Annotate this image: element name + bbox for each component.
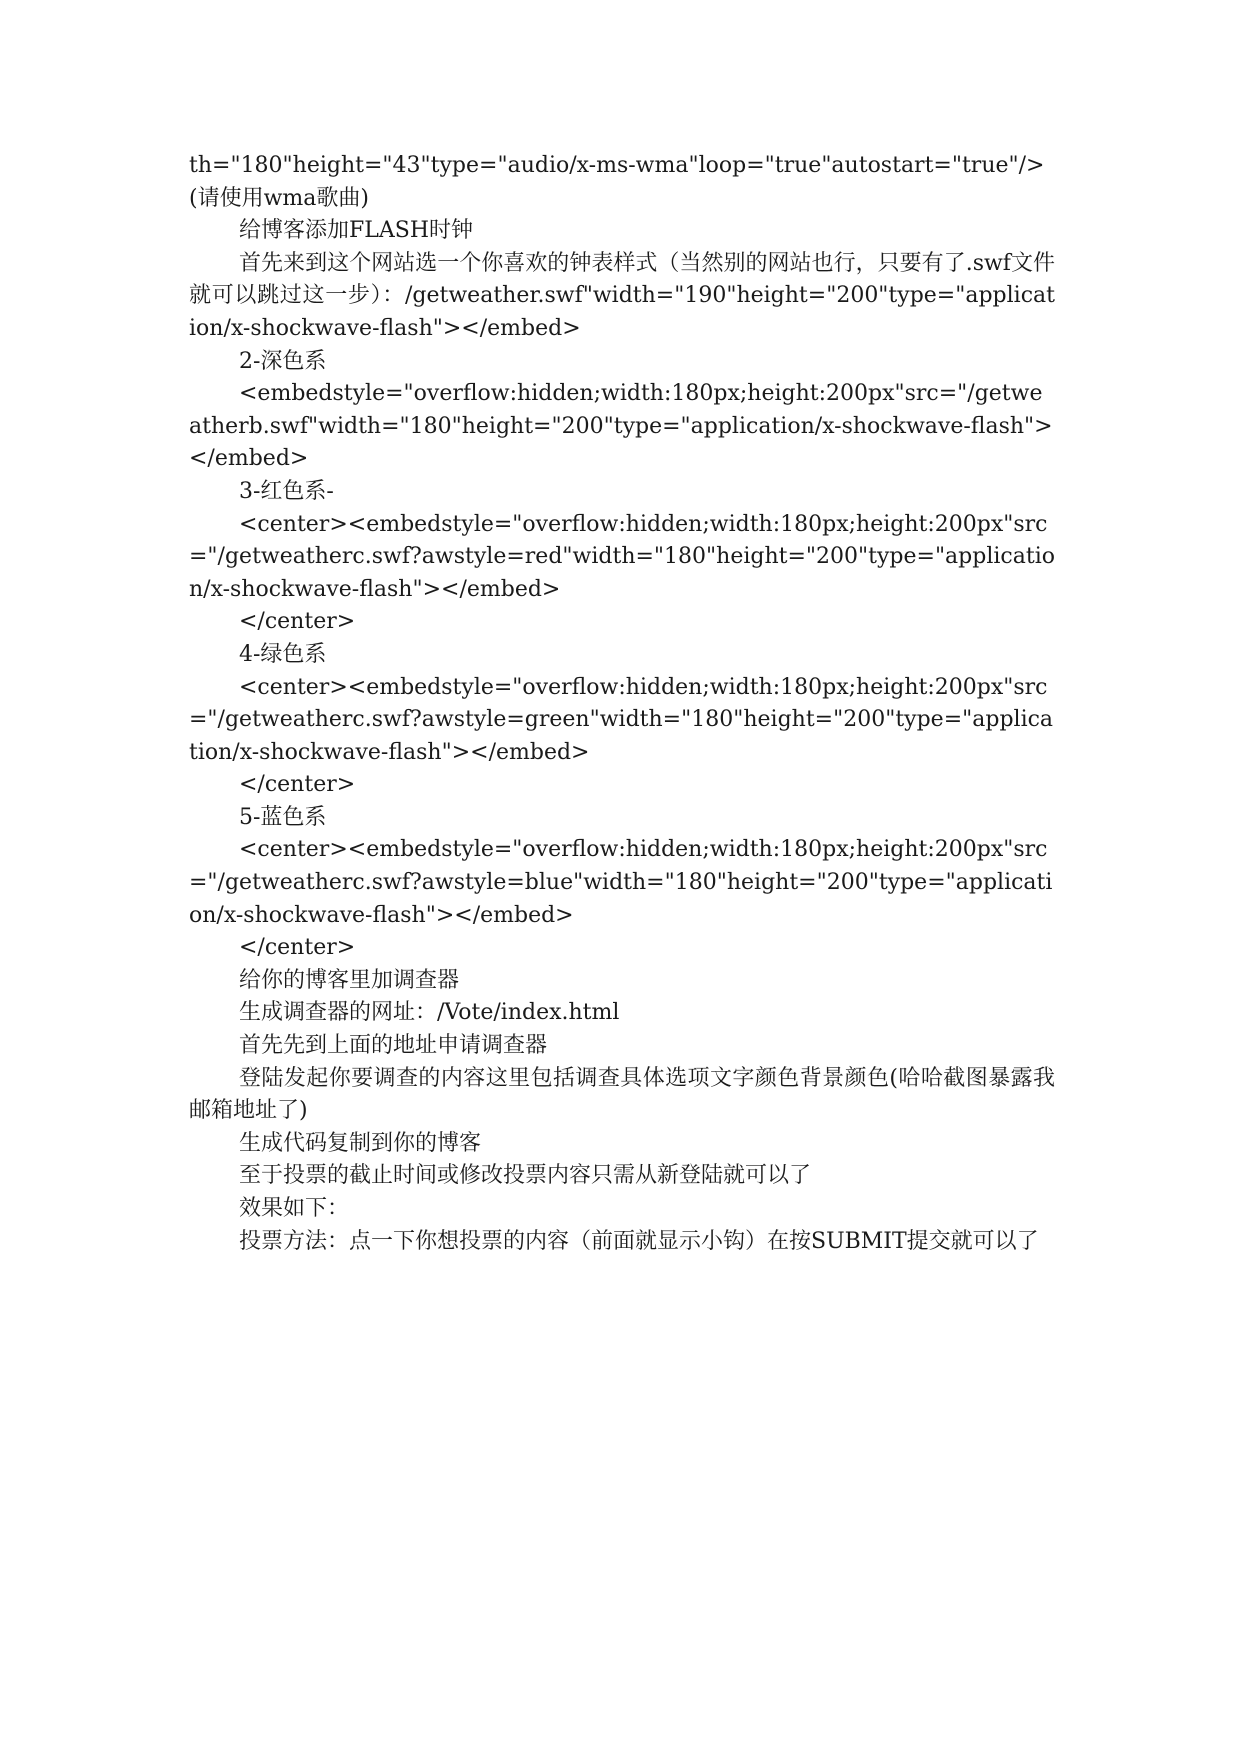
paragraph: </center> [239, 772, 356, 798]
paragraph: 投票方法：点一下你想投票的内容（前面就显示小钩）在按SUBMIT提交就可以了 [239, 1228, 1039, 1254]
paragraph: <center><embedstyle="overflow:hidden;width:180px;height:200px"src="/getweatherc.swf?awstyle=blue"width="180"height="200"type="application/x-shockwave-flash"></embed> [189, 837, 1053, 928]
paragraph: 2-深色系 [239, 348, 327, 374]
paragraph: 效果如下： [239, 1196, 350, 1221]
paragraph: </center> [239, 609, 356, 635]
paragraph: 给博客添加FLASH时钟 [239, 218, 474, 244]
paragraph: 登陆发起你要调查的内容这里包括调查具体选项文字颜色背景颜色(哈哈截图暴露我邮箱地址了) [189, 1065, 1055, 1124]
paragraph: 首先先到上面的地址申请调查器 [239, 1033, 548, 1059]
paragraph: 给你的博客里加调查器 [239, 967, 460, 993]
paragraph: 至于投票的截止时间或修改投票内容只需从新登陆就可以了 [239, 1163, 812, 1189]
paragraph: </center> [239, 935, 356, 961]
paragraph: 3-红色系- [239, 478, 334, 504]
paragraph: <embedstyle="overflow:hidden;width:180px;height:200px"src="/getweatherb.swf"width="180"height="200"type="application/x-shockwave-flash"></embed> [189, 381, 1053, 472]
paragraph: 首先来到这个网站选一个你喜欢的钟表样式（当然别的网站也行，只要有了.swf文件就可以跳过这一步）：/getweather.swf"width="190"height="200"type="application/x-shockwave-flash"></embed> [189, 250, 1055, 341]
paragraph: th="180"height="43"type="audio/x-ms-wma"loop="true"autostart="true"/>(请使用wma歌曲) [189, 153, 1045, 211]
paragraph: <center><embedstyle="overflow:hidden;width:180px;height:200px"src="/getweatherc.swf?awstyle=green"width="180"height="200"type="application/x-shockwave-flash"></embed> [189, 674, 1054, 765]
paragraph: 5-蓝色系 [239, 804, 327, 830]
paragraph: 生成调查器的网址：/Vote/index.html [239, 1000, 620, 1026]
document-body [189, 150, 1055, 1258]
paragraph: 4-绿色系 [239, 641, 327, 667]
paragraph: <center><embedstyle="overflow:hidden;width:180px;height:200px"src="/getweatherc.swf?awstyle=red"width="180"height="200"type="application/x-shockwave-flash"></embed> [189, 511, 1055, 602]
paragraph: 生成代码复制到你的博客 [239, 1130, 482, 1156]
